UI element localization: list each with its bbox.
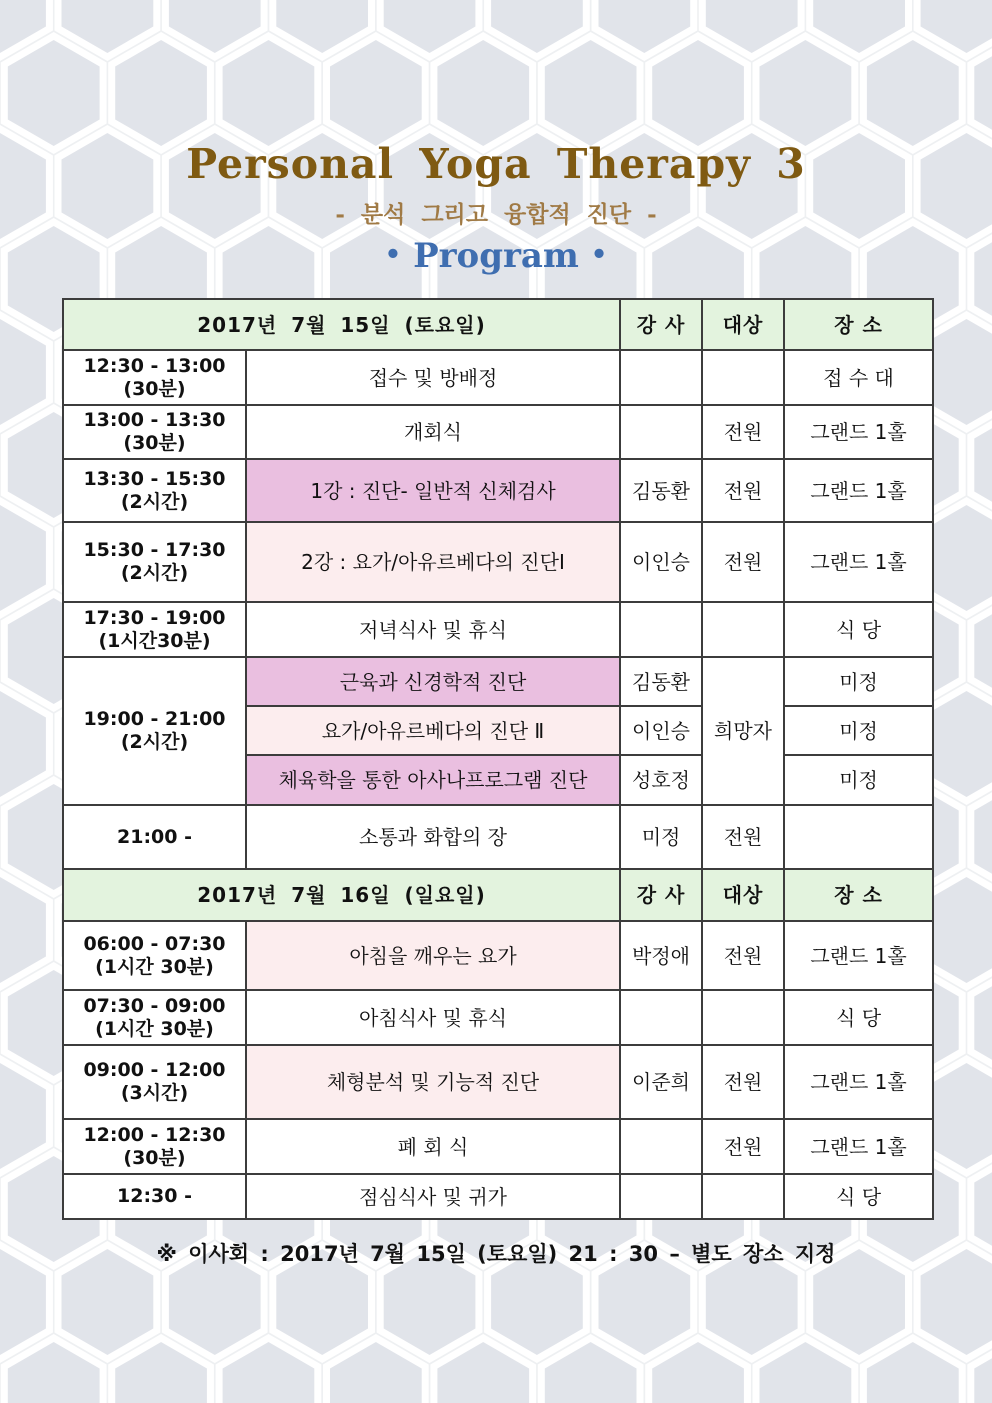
time-cell: 12:30 - 13:00 (30분) — [63, 350, 246, 405]
day1-header-row — [63, 299, 933, 350]
time-cell: 07:30 - 09:00 (1시간 30분) — [63, 990, 246, 1045]
target-cell: 전원 — [702, 921, 784, 990]
table-row — [63, 1045, 933, 1119]
instructor-cell: 김동환 — [620, 459, 702, 522]
place-cell: 식 당 — [784, 990, 933, 1045]
day1-col-target: 대상 — [702, 299, 784, 350]
instructor-cell — [620, 1119, 702, 1174]
target-cell — [702, 350, 784, 405]
time-cell: 09:00 - 12:00 (3시간) — [63, 1045, 246, 1119]
session-title: 개회식 — [246, 405, 620, 459]
board-meeting-note: ※ 이사회 : 2017년 7월 15일 (토요일) 21 : 30 – 별도 장소 지정 — [156, 1242, 836, 1266]
session-title: 점심식사 및 귀가 — [246, 1174, 620, 1219]
target-cell: 전원 — [702, 405, 784, 459]
instructor-cell: 미정 — [620, 805, 702, 869]
session-title: 근육과 신경학적 진단 — [246, 657, 620, 706]
instructor-cell: 이인승 — [620, 706, 702, 755]
place-cell: 그랜드 1홀 — [784, 459, 933, 522]
place-cell: 그랜드 1홀 — [784, 522, 933, 602]
target-cell — [702, 602, 784, 657]
session-title: 저녁식사 및 휴식 — [246, 602, 620, 657]
place-cell: 미정 — [784, 657, 933, 706]
time-cell: 13:30 - 15:30 (2시간) — [63, 459, 246, 522]
place-cell: 그랜드 1홀 — [784, 921, 933, 990]
table-row — [63, 657, 933, 706]
program-heading — [0, 236, 992, 276]
time-cell: 21:00 - — [63, 805, 246, 869]
instructor-cell — [620, 405, 702, 459]
instructor-cell — [620, 602, 702, 657]
target-cell: 희망자 — [702, 657, 784, 805]
session-title: 2강 : 요가/아유르베다의 진단Ⅰ — [246, 522, 620, 602]
time-cell: 17:30 - 19:00 (1시간30분) — [63, 602, 246, 657]
session-title: 소통과 화합의 장 — [246, 805, 620, 869]
place-cell: 미정 — [784, 755, 933, 805]
session-title: 접수 및 방배정 — [246, 350, 620, 405]
table-row — [63, 459, 933, 522]
place-cell: 그랜드 1홀 — [784, 405, 933, 459]
time-cell: 06:00 - 07:30 (1시간 30분) — [63, 921, 246, 990]
day1-col-place: 장 소 — [784, 299, 933, 350]
place-cell — [784, 805, 933, 869]
table-row — [63, 350, 933, 405]
session-title: 폐 회 식 — [246, 1119, 620, 1174]
session-title: 1강 : 진단- 일반적 신체검사 — [246, 459, 620, 522]
day2-col-target: 대상 — [702, 869, 784, 921]
time-cell: 15:30 - 17:30 (2시간) — [63, 522, 246, 602]
time-cell: 12:30 - — [63, 1174, 246, 1219]
instructor-cell — [620, 1174, 702, 1219]
bullet-left: • — [384, 240, 402, 270]
day1-date: 2017년 7월 15일 (토요일) — [63, 299, 620, 350]
instructor-cell: 박정애 — [620, 921, 702, 990]
target-cell: 전원 — [702, 1045, 784, 1119]
time-cell: 19:00 - 21:00 (2시간) — [63, 657, 246, 805]
target-cell: 전원 — [702, 459, 784, 522]
session-title: 아침식사 및 휴식 — [246, 990, 620, 1045]
day2-header-row — [63, 869, 933, 921]
page-subtitle: - 분석 그리고 융합적 진단 - — [335, 201, 657, 228]
session-title: 체형분석 및 기능적 진단 — [246, 1045, 620, 1119]
instructor-cell: 이준희 — [620, 1045, 702, 1119]
time-cell: 12:00 - 12:30 (30분) — [63, 1119, 246, 1174]
table-row — [63, 921, 933, 990]
day1-col-instructor: 강 사 — [620, 299, 702, 350]
table-row — [63, 990, 933, 1045]
session-title: 아침을 깨우는 요가 — [246, 921, 620, 990]
target-cell — [702, 990, 784, 1045]
session-title: 체육학을 통한 아사나프로그램 진단 — [246, 755, 620, 805]
target-cell — [702, 1174, 784, 1219]
table-row — [63, 522, 933, 602]
bullet-right: • — [590, 240, 608, 270]
instructor-cell: 성호정 — [620, 755, 702, 805]
target-cell: 전원 — [702, 1119, 784, 1174]
table-row — [63, 1174, 933, 1219]
table-row — [63, 1119, 933, 1174]
table-row — [63, 405, 933, 459]
target-cell: 전원 — [702, 805, 784, 869]
instructor-cell — [620, 350, 702, 405]
session-title: 요가/아유르베다의 진단 Ⅱ — [246, 706, 620, 755]
target-cell: 전원 — [702, 522, 784, 602]
table-row — [63, 602, 933, 657]
schedule-table — [62, 298, 934, 1220]
table-row — [63, 805, 933, 869]
instructor-cell: 김동환 — [620, 657, 702, 706]
day2-col-instructor: 강 사 — [620, 869, 702, 921]
time-cell: 13:00 - 13:30 (30분) — [63, 405, 246, 459]
place-cell: 식 당 — [784, 1174, 933, 1219]
place-cell: 그랜드 1홀 — [784, 1045, 933, 1119]
instructor-cell — [620, 990, 702, 1045]
day2-col-place: 장 소 — [784, 869, 933, 921]
place-cell: 그랜드 1홀 — [784, 1119, 933, 1174]
place-cell: 미정 — [784, 706, 933, 755]
place-cell: 접 수 대 — [784, 350, 933, 405]
page-title: Personal Yoga Therapy 3 — [186, 140, 806, 188]
program-label: Program — [413, 236, 579, 276]
place-cell: 식 당 — [784, 602, 933, 657]
instructor-cell: 이인승 — [620, 522, 702, 602]
day2-date: 2017년 7월 16일 (일요일) — [63, 869, 620, 921]
